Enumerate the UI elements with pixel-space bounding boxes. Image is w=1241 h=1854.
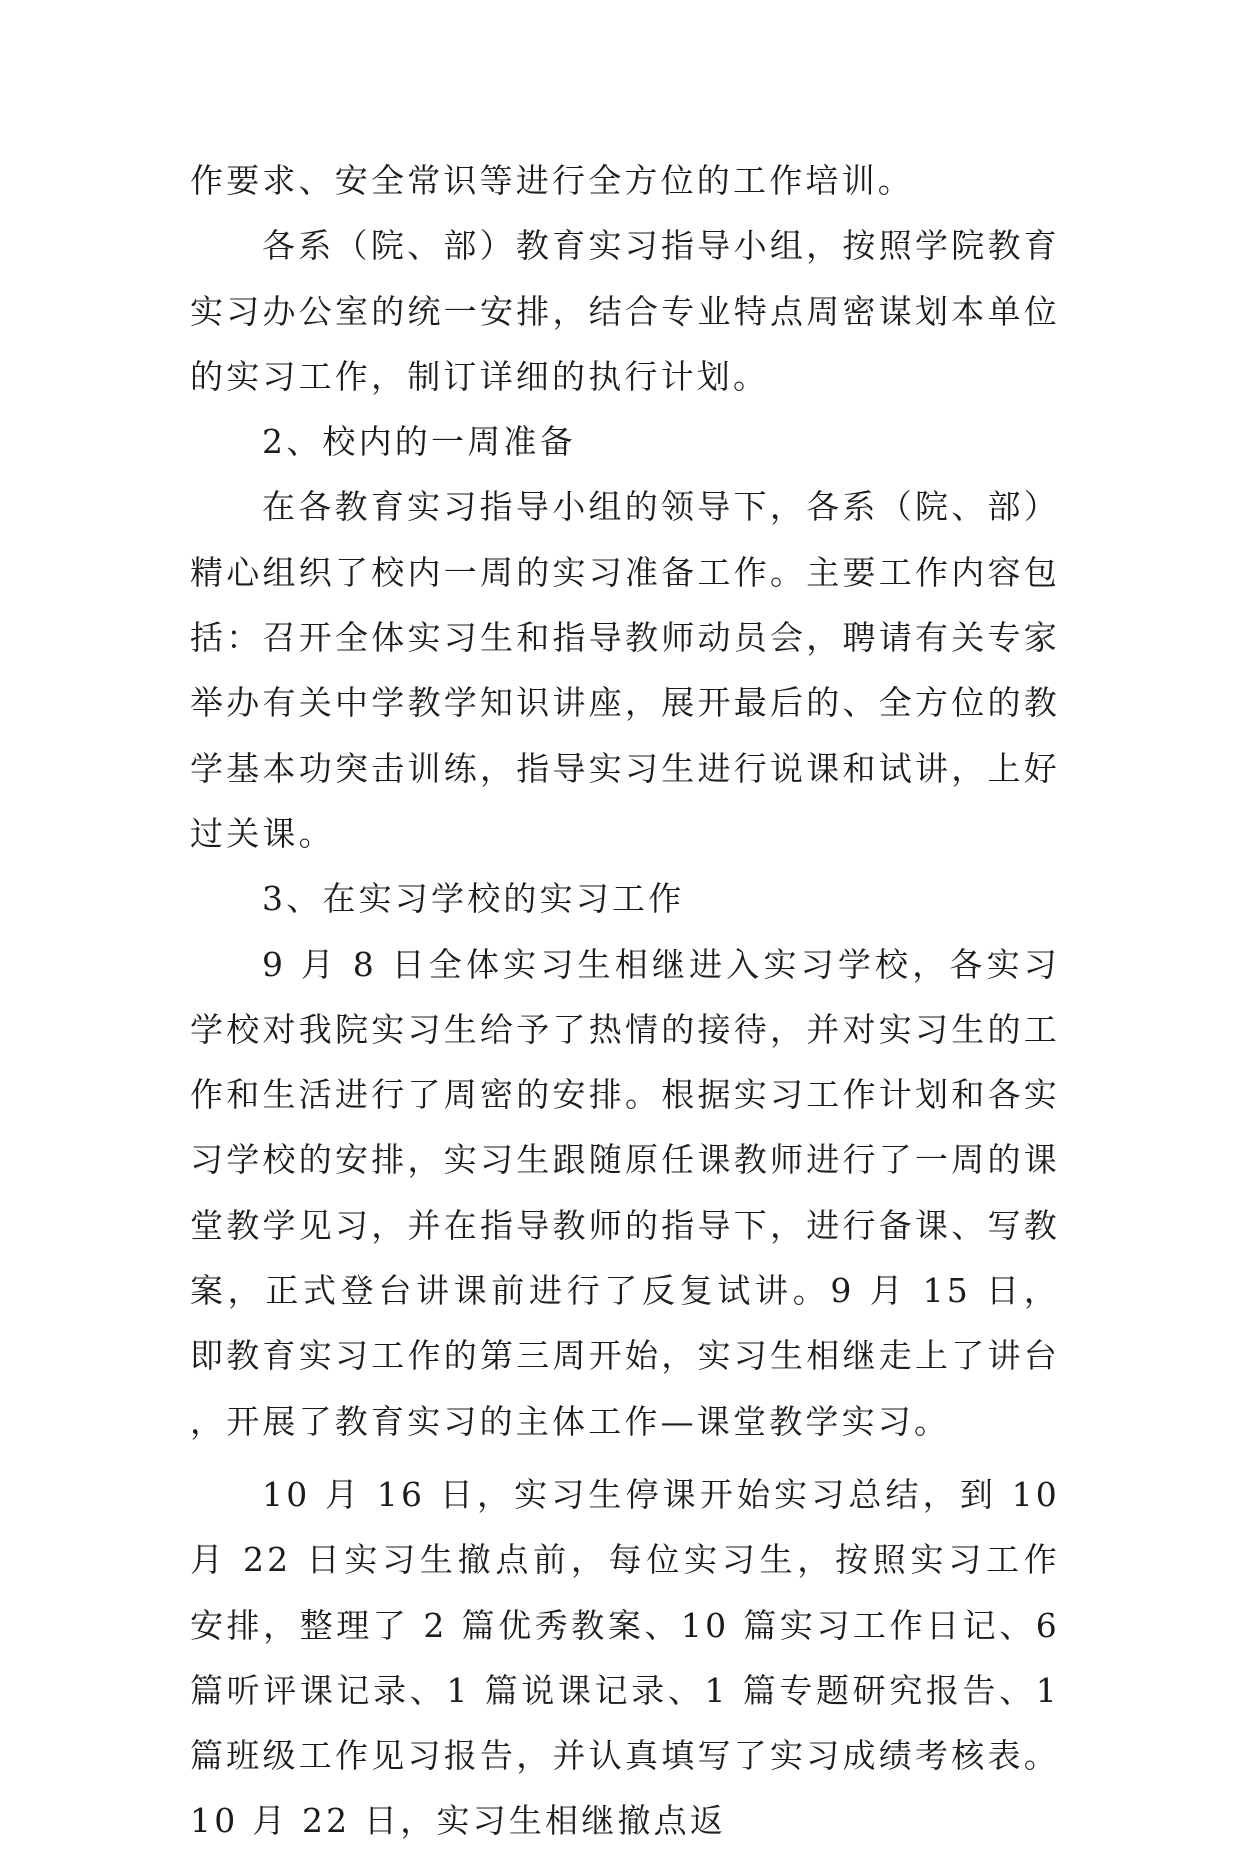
paragraph-training-continued: 作要求、安全常识等进行全方位的工作培训。: [190, 161, 914, 200]
paragraph-guidance-groups: 各系（院、部）教育实习指导小组，按照学院教育实习办公室的统一安排，结合专业特点周密谋划本单位的实习工作，制订详细的执行计划。: [190, 226, 1060, 396]
paragraph-campus-preparation: 在各教育实习指导小组的领导下，各系（院、部）精心组织了校内一周的实习准备工作。主要工作内容包括：召开全体实习生和指导教师动员会，聘请有关专家举办有关中学教学知识讲座，展开最后的、全方位的教学基本功突击训练，指导实习生进行说课和试讲，上好过关课。: [190, 487, 1060, 853]
section-heading-school-internship: 3、在实习学校的实习工作: [262, 879, 685, 919]
paragraph-school-internship: 9 月 8 日全体实习生相继进入实习学校，各实习学校对我院实习生给予了热情的接待，并对实习生的工作和生活进行了周密的安排。根据实习工作计划和各实习学校的安排，实习生跟随原任课教师进行了一周的课堂教学见习，并在指导教师的指导下，进行备课、写教案，正式登台讲课前进行了反复试讲。9 月 15 日，即教育实习工作的第三周开始，实习生相继走上了讲台，开展了教育实习的主体工作—课堂教学实习。: [190, 944, 1060, 1441]
document-body: [190, 148, 1060, 1854]
section-heading-campus-preparation: 2、校内的一周准备: [262, 422, 576, 462]
paragraph-internship-summary: 10 月 16 日，实习生停课开始实习总结，到 10 月 22 日实习生撤点前，每位实习生，按照实习工作安排，整理了 2 篇优秀教案、10 篇实习工作日记、6 篇听评课记录、1 篇说课记录、1 篇专题研究报告、1 篇班级工作见习报告，并认真填写了实习成绩考核表。10 月 22 日，实习生相继撤点返: [190, 1474, 1060, 1841]
